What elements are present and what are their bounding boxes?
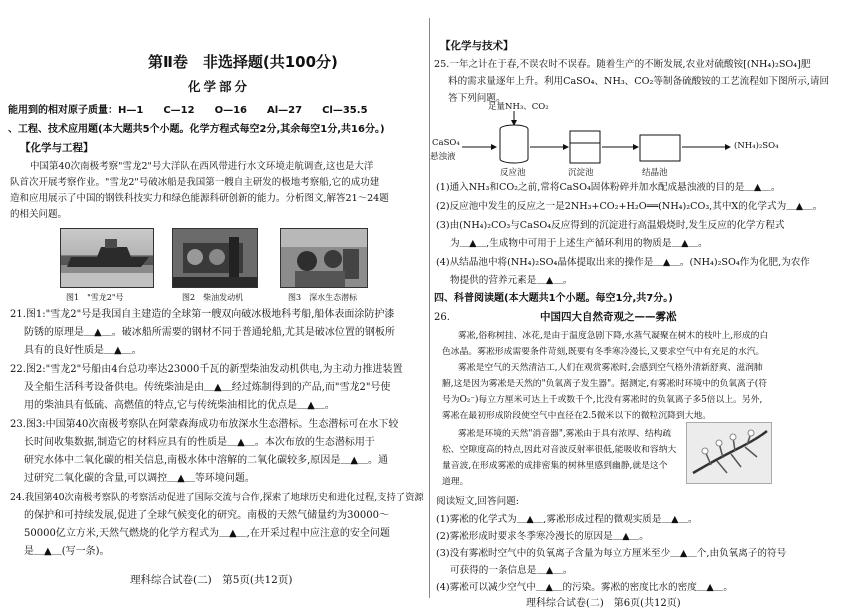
reactor-label: 反应池 [500, 168, 526, 178]
q25-line: 料的需求量逐年上升。利用CaSO₄、NH₃、CO₂等制备硫酸铵的工艺流程如下图所示,请回 [448, 76, 830, 87]
passage-line: 雾凇是空气的天然清洁工,人们在观赏雾凇时,会感到空气格外清新舒爽、滋润肺 [458, 363, 763, 373]
passage-line: 雾凇在最初形成阶段使空气中直径在2.5微米以下的微粒沉降到大地。 [442, 411, 712, 421]
q22-line: 及全船生活科考设备供电。传统柴油是由＿▲＿经过炼制得到的产品,而"雪龙2"号使 [24, 382, 391, 393]
q23-line: 过研究二氧化碳的含量,可以调控＿▲＿等环境问题。 [24, 473, 255, 484]
raw-material-label: CaSO₄ [432, 138, 460, 148]
passage-line: 雾凇是环境的天然"消音器",雾凇由于具有浓厚、结构疏 [458, 429, 672, 439]
q26-part: (4)雾凇可以减少空气中＿▲＿的污染。雾凇的密度比水的密度＿▲＿。 [436, 582, 733, 593]
right-page-footer: 理科综合试卷(二) 第6页(共12页) [526, 598, 681, 609]
q21-line: 具有的良好性质是＿▲＿。 [24, 345, 142, 356]
passage-line: 道理。 [442, 477, 469, 487]
q26-part: (1)雾凇的化学式为＿▲＿,雾凇形成过程的微观实质是＿▲＿。 [436, 514, 698, 525]
engine-photo [172, 228, 258, 288]
figure1-caption: 图1 "雪龙2"号 [66, 293, 124, 302]
q26-part: (3)没有雾凇时空气中的负氧离子含量为每立方厘米至少＿▲＿个,由负氧离子的符号 [436, 548, 787, 559]
q22-line: 用的柴油具有低硫、高燃值的特点,它与传统柴油相比的优点是＿▲＿。 [24, 400, 335, 411]
q21-line: 21.图1:"雪龙2"号是我国自主建造的全球第一艘双向破冰极地科考船,船体表面涂防护漆 [10, 309, 395, 320]
q24-line: 24.我国第40次南极考察队的考察活动促进了国际交流与合作,探索了地球历史和进化过程,支持了资源 [10, 492, 424, 503]
intro-line: 造和应用展示了中国的钢铁科技实力和绿色能源科研创新的能力。分析图文,解答21～24题 [10, 193, 389, 204]
q25-part: (2)反应池中发生的反应之一是2NH₃+CO₂+H₂O══(NH₄)₂CO₃,其中X的化学式为＿▲＿。 [436, 201, 823, 212]
atomic-masses: 能用到的相对原子质量：H—1 C—12 O—16 Al—27 Cl—35.5 [8, 105, 368, 116]
topic-label-engineering: 【化学与工程】 [20, 142, 94, 154]
passage-line: 松、空隙度高的特点,因此对音波反射率很低,能吸收和容纳大 [442, 445, 677, 455]
buoy-photo [280, 228, 368, 288]
topic-label-technology: 【化学与技术】 [440, 40, 514, 52]
left-page-footer: 理科综合试卷(二) 第5页(共12页) [130, 574, 293, 586]
q25-line: 25.一年之计在于春,不误农时不误春。随着生产的不断发展,农业对硫酸铵[(NH₄)₂SO₄]肥 [434, 59, 811, 70]
q23-line: 23.图3:中国第40次南极考察队在阿蒙森海成功布放深水生态潜标。生态潜标可在水下较 [10, 419, 399, 430]
part-title: 第Ⅱ卷 非选择题(共100分) [148, 53, 338, 71]
product-label: (NH₄)₂SO₄ [734, 141, 779, 151]
intro-line: 中国第40次南极考察"雪龙2"号大洋队在西风带进行水文环境走航调查,这也是大洋 [30, 161, 374, 172]
passage-line: 色冰晶。雾凇形成需要条件苛刻,既要有冬季寒冷漫长,又要求空气中有充足的水汽。 [442, 347, 765, 357]
q22-line: 22.图2:"雪龙2"号船由4台总功率达23000千瓦的新型柴油发动机供电,为主动力推进装置 [10, 364, 403, 375]
q25-line: 答下列问题。 [448, 93, 506, 104]
q25-part: (1)通入NH₃和CO₂之前,常将CaSO₄固体粉碎并加水配成悬浊液的目的是＿▲＿。 [436, 182, 781, 193]
q25-part: 物提供的营养元素是＿▲＿。 [450, 275, 573, 286]
q24-line: 的保护和可持续发展,促进了全球气候变化的研究。南极的天然气储量约为30000～ [24, 510, 389, 521]
deepwater-buoy-icon [281, 229, 367, 287]
icebreaker-ship-icon [61, 229, 153, 287]
q25-part: (3)由(NH₄)₂CO₃与CaSO₄反应得到的沉淀进行高温煅烧时,发生反应的化学方程式 [436, 220, 785, 231]
q24-line: 是＿▲＿(写一条)。 [24, 546, 110, 557]
section4-header: 四、科普阅读题(本大题共1个小题。每空1分,共7分。) [434, 293, 673, 304]
q21-line: 防锈的原理是＿▲＿。破冰船所需要的钢材不同于普通轮船,尤其是破冰位置的钢板所 [24, 327, 395, 338]
q26-title: 中国四大自然奇观之——雾凇 [540, 311, 677, 323]
passage-line: 腑,这是因为雾凇是天然的"负氧离子发生器"。据测定,有雾凇时环境中的负氧离子(符 [442, 379, 768, 389]
q23-line: 研究水体中二氧化碳的相关信息,南极水体中溶解的二氧化碳较多,原因是＿▲＿。通 [24, 455, 389, 466]
q26-number: 26. [434, 312, 450, 323]
q26-part: (2)雾凇形成时要求冬季寒冷漫长的原因是＿▲＿。 [436, 531, 649, 542]
figure2-caption: 图2 柴油发动机 [182, 293, 244, 302]
section1-header: 、工程、技术应用题(本大题共5个小题。化学方程式每空2分,其余每空1分,共16分。) [8, 124, 385, 135]
passage-line: 号为O₂⁻)每立方厘米可达上千或数千个,比没有雾凇时的负氧离子多5倍以上。另外, [442, 395, 763, 405]
q25-part: (4)从结晶池中将(NH₄)₂SO₄晶体提取出来的操作是＿▲＿。(NH₄)₂SO₄作为化肥,为农作 [436, 257, 810, 268]
right-page [430, 0, 860, 609]
rime-photo [686, 422, 772, 484]
q23-line: 长时间收集数据,制造它的材料应具有的性质是＿▲＿。本次布放的生态潜标用于 [24, 437, 375, 448]
diesel-engine-icon [173, 229, 257, 287]
passage-line: 雾凇,俗称树挂、冰花,是由于温度急剧下降,水蒸气凝聚在树木的枝叶上,形成的白 [458, 331, 769, 341]
crystallizer-label: 结晶池 [642, 168, 668, 178]
icebreaker-photo [60, 228, 154, 288]
passage-line: 量音波,在形成雾凇的成排密集的树林里感到幽静,就是这个 [442, 461, 668, 471]
settler-label: 沉淀池 [568, 168, 594, 178]
q24-line: 50000亿立方米,天然气燃烧的化学方程式为＿▲＿,在开采过程中应注意的安全问题 [24, 528, 390, 539]
feed-label: 足量NH₃、CO₂ [488, 102, 549, 112]
reading-prompt: 阅读短文,回答问题: [436, 496, 520, 507]
q25-part: 为＿▲＿,生成物中可用于上述生产循环利用的物质是＿▲＿。 [450, 238, 708, 249]
intro-line: 的相关问题。 [10, 209, 68, 220]
chemistry-subtitle: 化学部分 [188, 79, 251, 94]
raw-material-sublabel: 悬浊液 [430, 152, 456, 162]
intro-line: 队首次开展考察作业。"雪龙2"号破冰船是我国第一艘自主研发的极地考察船,它的成功建 [10, 177, 380, 188]
figure3-caption: 图3 深水生态潜标 [288, 293, 358, 302]
frosted-branch-icon [687, 423, 771, 483]
q26-part: 可获得的一条信息是＿▲＿。 [450, 565, 573, 576]
